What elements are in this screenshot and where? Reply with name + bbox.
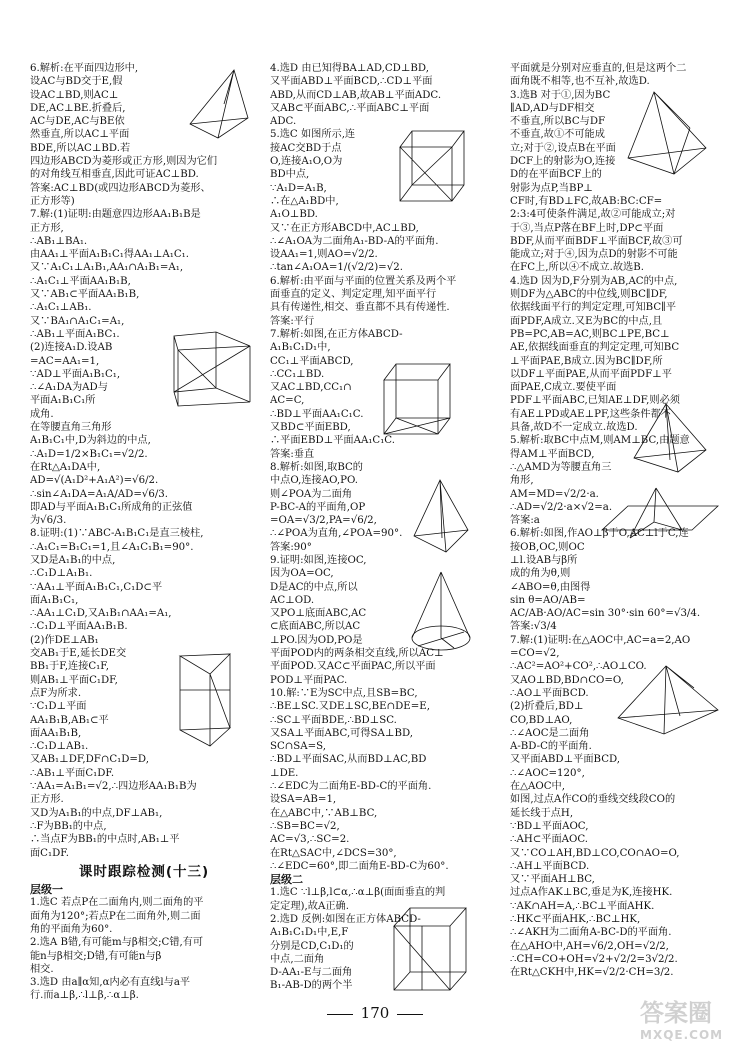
- text-line: 6.解析:如图,作AO⊥β于O,AC⊥l于C,连: [510, 528, 689, 540]
- text-line: ∠ABO=θ,由图得: [510, 581, 591, 593]
- text-line: ∴AH⊥平面BCD.: [510, 860, 590, 872]
- text-line: ∴C₁D⊥AB₁.: [30, 741, 89, 753]
- text-line: 8.解析:如图,取BC的: [270, 461, 363, 473]
- text-line: 平面POD.又AC⊂平面PAC,所以平面: [270, 661, 436, 673]
- text-line: 6.解析:由平面与平面的位置关系及两个平: [270, 275, 457, 287]
- text-line: 又平面ABD⊥平面BCD,: [510, 754, 621, 766]
- text-line: 在等腰直角三角形: [30, 422, 112, 434]
- text-line: 又SA⊥平面ABC,可得SA⊥BD,: [270, 727, 414, 739]
- text-line: 在Rt△CKH中,HK=√2/2·CH=3/2.: [510, 967, 674, 979]
- text-line: ⊥l.设AB与β所: [510, 554, 578, 566]
- text-line: POD⊥平面PAC.: [270, 674, 348, 686]
- text-line: 设AC与BD交于E,假: [30, 76, 123, 88]
- text-line: ∴A₁C₁⊥平面AA₁B₁B,: [30, 275, 131, 287]
- text-line: 答案:平行: [270, 315, 315, 327]
- text-line: 射影为点P,当BP⊥: [510, 182, 593, 194]
- figure-prism-q7: [170, 328, 256, 410]
- watermark-small: MXQE.COM: [640, 1028, 724, 1042]
- text-line: 5.解析:取BC中点M,则AM⊥BC,由题意: [510, 435, 690, 447]
- text-line: BDF,从而平面BDF⊥平面BCF,故③可: [510, 235, 683, 247]
- text-line: ∵AD⊥平面A₁B₁C₁,: [30, 368, 121, 380]
- text-line: ∴当点F为BB₁的中点时,AB₁⊥平: [30, 834, 180, 846]
- text-line: ∴AA₁⊥C₁D,又A₁B₁∩AA₁=A₁,: [30, 608, 172, 620]
- text-line: D-AA₁-E与二面角: [270, 967, 353, 979]
- text-line: 即AD与平面A₁B₁C₁所成角的正弦值: [30, 501, 193, 513]
- text-line: 四边形ABCD为菱形或正方形,则因为它们: [30, 156, 218, 168]
- text-line: ∴A₁D=1/2×B₁C₁=√2/2.: [30, 448, 148, 460]
- text-line: AA₁B₁B,AB₁⊂平: [30, 714, 109, 726]
- text-line: PDF⊥平面ABC,已知AE⊥DF,则必须: [510, 395, 680, 407]
- text-line: 面A₁B₁C₁,: [30, 594, 79, 606]
- figure-prism-q8: [170, 650, 256, 750]
- text-line: P-BC-A的平面角,OP: [270, 501, 366, 513]
- text-line: 又AB⊂平面ABC,∴平面ABC⊥平面: [270, 102, 430, 114]
- text-line: BDE,所以AC⊥BD.若: [30, 142, 131, 154]
- text-line: 又AB₁⊥DF,DF∩C₁D=D,: [30, 754, 149, 766]
- text-line: CC₁⊥平面ABCD,: [270, 355, 354, 367]
- answer-column-1: [30, 62, 258, 1003]
- text-line: ∴A₁C₁⊥AB₁.: [30, 302, 92, 314]
- page-number: 170: [360, 1004, 390, 1022]
- text-line: 为√6/3.: [30, 515, 67, 527]
- text-line: 又AO⊥BD,BD∩CO=O,: [510, 674, 624, 686]
- text-line: ∵AA₁⊥平面A₁B₁C₁,C₁D⊂平: [30, 581, 163, 593]
- text-line: 然垂直,所以AC⊥平面: [30, 129, 130, 141]
- text-line: ∴∠EDC为二面角E-BD-C的平面角.: [270, 781, 432, 793]
- figure-cube-level2-q2: [388, 904, 470, 996]
- text-line: ∵A₁D=A₁B,: [270, 182, 327, 194]
- text-line: 面PAE,C成立.要使平面: [510, 382, 617, 394]
- text-line: ∴CH=CO+OH=√2+√2/2=3√2/2.: [510, 953, 678, 965]
- text-line: 又BD⊂平面EBD,: [270, 422, 351, 434]
- text-line: DE,AC⊥BE.折叠后,: [30, 102, 126, 114]
- text-line: ∴AB₁⊥BA₁.: [30, 235, 88, 247]
- text-line: AD=√(A₁D²+A₁A²)=√6/2.: [30, 475, 159, 487]
- text-line: 又平面ABD⊥平面BCD,∴CD⊥平面: [270, 76, 433, 88]
- text-line: ∵AA₁=A₁B₁=√2,∴四边形AA₁B₁B为: [30, 781, 197, 793]
- text-line: =CO=√2,: [510, 648, 560, 660]
- text-line: 又D是A₁B₁的中点,: [30, 554, 116, 566]
- text-line: 如图,过点A作CO的垂线交线段CO的: [510, 794, 676, 806]
- watermark-logo: [640, 999, 724, 1046]
- text-line: 在Rt△A₁DA中,: [30, 461, 101, 473]
- text-line: 以DF⊥平面PAE,从而平面PDF⊥平: [510, 368, 672, 380]
- section-heading: 课时跟踪检测(十三): [78, 863, 210, 880]
- text-line: 中点,二面角: [270, 953, 325, 965]
- text-line: ∴∠AKH为二面角A-BC-D的平面角.: [510, 927, 672, 939]
- text-line: 有AE⊥PD或AE⊥PF,这些条件都不: [510, 408, 671, 420]
- text-line: 设SA=AB=1,: [270, 794, 337, 806]
- text-line: 面垂直的定义、判定定理,知平面平行: [270, 289, 437, 301]
- text-line: 平面A₁B₁C₁所: [30, 395, 96, 407]
- text-line: =OA=√3/2,PA=√6/2,: [270, 515, 377, 527]
- text-line: 设AA₁=1,则AO=√2/2.: [270, 249, 378, 261]
- figure-cube-q7: [376, 360, 456, 440]
- text-line: 10.解:∵E为SC中点,且SB=BC,: [270, 687, 418, 699]
- text-line: ∴SC⊥平面BDE,∴BD⊥SC.: [270, 714, 397, 726]
- text-line: ∴BD⊥平面AA₁C₁C.: [270, 408, 364, 420]
- text-line: B₁-AB-D的两个半: [270, 980, 353, 992]
- text-line: 则AB₁⊥平面C₁DF,: [30, 674, 118, 686]
- figure-q7-level2: [614, 662, 724, 742]
- figure-tetrahedron-q6: [184, 64, 256, 144]
- text-line: PB=PC,AB=AC,则BC⊥PE,BC⊥: [510, 328, 670, 340]
- text-line: 1.选C 若点P在二面角内,则二面角的平: [30, 897, 204, 909]
- text-line: 点F为所求.: [30, 687, 82, 699]
- text-line: ∴HK⊂平面AHK,∴BC⊥HK,: [510, 914, 641, 925]
- text-line: 过点A作AK⊥BC,垂足为K,连接HK.: [510, 887, 673, 899]
- text-line: 平面就是分别对应垂直的,但是这两个二: [510, 63, 687, 74]
- page-footer: [0, 1004, 750, 1022]
- text-line: ∵C₁D⊥平面: [30, 701, 87, 713]
- text-line: 依据线面平行的判定定理,可知BC∥平: [510, 302, 677, 314]
- column-1b-lines: [30, 896, 258, 1002]
- text-line: 接AC交BD于点: [270, 142, 342, 154]
- text-line: (2)作DE⊥AB₁: [30, 634, 99, 646]
- footer-dash-right: [397, 1014, 423, 1015]
- text-line: ∴平面EBD⊥平面AA₁C₁C.: [270, 435, 395, 447]
- watermark-big: 答案圈: [640, 999, 712, 1027]
- text-line: 具有传递性,相交、垂直都不具有传递性.: [270, 302, 450, 314]
- text-line: 因为OA=OC,: [270, 568, 334, 580]
- text-line: DCF上的射影为O,连接: [510, 156, 616, 168]
- text-line: 答案:AC⊥BD(或四边形ABCD为菱形、: [30, 182, 211, 194]
- figure-q5-level2: [630, 400, 710, 476]
- text-line: ∴AB₁⊥平面C₁DF.: [30, 767, 115, 779]
- text-line: 6.解析:在平面四边形中,: [30, 63, 139, 74]
- text-line: 立;对于②,设点B在平面: [510, 142, 616, 154]
- text-line: SC∩SA=S,: [270, 741, 327, 753]
- text-line: ∴AO⊥平面BCD.: [510, 687, 589, 699]
- text-line: 角的平面角为60°.: [30, 924, 113, 935]
- text-line: 面角为120°;若点P在二面角外,则二面: [30, 910, 201, 922]
- text-line: 1.选C ∵l⊥β,l⊂α,∴α⊥β(面面垂直的判: [270, 887, 446, 899]
- text-line: 9.证明:如图,连接OC,: [270, 554, 367, 566]
- text-line: ∴∠EDC=60°,即二面角E-BD-C为60°.: [270, 860, 449, 872]
- text-line: 答案:90°: [270, 541, 312, 553]
- text-line: 又∵A₁C₁⊥A₁B₁,AA₁∩A₁B₁=A₁,: [30, 262, 184, 274]
- text-line: 2:3:4可使条件满足,故②可能成立;对: [510, 209, 676, 221]
- text-line: (2)连接A₁D.设AB: [30, 342, 113, 354]
- text-line: ABD,从而CD⊥AB,故AB⊥平面ADC.: [270, 89, 442, 101]
- text-line: 7.解析:如图,在正方体ABCD-: [270, 328, 403, 340]
- text-line: AC=C,: [270, 395, 305, 407]
- text-line: ⊥DE.: [270, 767, 299, 779]
- text-line: ∴AC²=AO²+CO²,∴AO⊥CO.: [510, 661, 647, 673]
- figure-cone-q9: [408, 568, 474, 658]
- text-line: 又∵在正方形ABCD中,AC⊥BD,: [270, 222, 419, 234]
- text-line: 3.选B 对于①,因为BC: [510, 89, 611, 101]
- text-line: BD中点,: [270, 169, 310, 181]
- text-line: ⊥PO.因为OD,PO是: [270, 634, 363, 646]
- text-line: ADC.: [270, 116, 297, 128]
- text-line: 又∵CO⊥AH,BD⊥CO,CO∩AO=O,: [510, 847, 680, 859]
- text-line: 又AC⊥BD,CC₁∩: [270, 382, 352, 394]
- text-line: 得AM⊥平面BCD,: [510, 448, 595, 460]
- text-line: 面AA₁B₁B,: [30, 727, 82, 739]
- text-line: 又∵AB₁⊂平面AA₁B₁B,: [30, 289, 140, 301]
- text-line: 答案:√3/4: [510, 621, 557, 633]
- text-line: 的对角线互相垂直,因此可证AC⊥BD.: [30, 169, 199, 181]
- text-line: 2.选A B错,有可能m与β相交;C错,有可: [30, 937, 204, 949]
- text-line: ∴BE⊥SC.又DE⊥SC,BE∩DE=E,: [270, 701, 430, 713]
- text-line: 7.解:(1)证明:在△AOC中,AC=a=2,AO: [510, 634, 691, 646]
- figure-cube-q5: [392, 127, 472, 205]
- text-line: AM=MD=√2/2·a.: [510, 488, 599, 500]
- text-line: CF时,有BD⊥FC,故AB:BC:CF=: [510, 195, 663, 207]
- text-line: 中点O,连接AO,PO.: [270, 475, 358, 487]
- text-line: D的在平面BCF上的: [510, 169, 602, 181]
- text-line: ⊂底面ABC,所以AC: [270, 621, 361, 633]
- text-line: 面角既不相等,也不互补,故选D.: [510, 76, 650, 88]
- text-line: 角形,: [510, 475, 534, 487]
- text-line: 3.选D 由a∥α知,α内必有直线l与a平: [30, 977, 191, 989]
- text-line: 不垂直,故①不可能成: [510, 129, 605, 141]
- figure-q3-level2: [624, 88, 710, 178]
- text-line: A-BD-C的平面角.: [510, 741, 592, 753]
- text-line: 延长线于点H,: [510, 807, 574, 819]
- text-line: 4.选D 因为D,F分别为AB,AC的中点,: [510, 275, 678, 287]
- text-line: ∴∠AOC是二面角: [510, 727, 590, 739]
- text-line: 在△ABC中,∵AB⊥BC,: [270, 807, 378, 819]
- text-line: 由AA₁⊥平面A₁B₁C₁得AA₁⊥A₁C₁.: [30, 249, 189, 261]
- text-line: AC与DE,AC与BE依: [30, 116, 125, 128]
- text-line: 在FC上,所以④不成立.故选B.: [510, 262, 644, 274]
- text-line: CO,BD⊥AO,: [510, 714, 573, 726]
- text-line: 8.证明:(1)∵ABC-A₁B₁C₁是直三棱柱,: [30, 528, 204, 540]
- text-line: 又PO⊥底面ABC,AC: [270, 608, 367, 620]
- text-line: A₁B₁C₁D₁中,E,F: [270, 927, 349, 939]
- text-line: 答案:垂直: [270, 448, 315, 460]
- footer-dash-left: [327, 1014, 353, 1015]
- text-line: AC=√3,∴SC=2.: [270, 834, 350, 846]
- text-line: 4.选D 由已知得BA⊥AD,CD⊥BD,: [270, 63, 429, 74]
- text-line: 相交.: [30, 963, 54, 975]
- text-line: 能成立;对于④,因为点D的射影不可能: [510, 249, 678, 261]
- text-line: 答案:a: [510, 515, 540, 527]
- text-line: AC⊥OD.: [270, 594, 315, 606]
- text-line: 于③,当点P落在BF上时,DP⊂平面: [510, 222, 664, 234]
- text-line: ∴∠AOC=120°,: [510, 767, 585, 779]
- text-line: 2.选D 反例:如图在正方体ABCD-: [270, 914, 421, 925]
- text-line: 正方形.: [30, 794, 64, 806]
- text-line: BB₁于F,连接C₁F,: [30, 661, 109, 673]
- text-line: ∵BD⊥平面AOC,: [510, 820, 589, 832]
- text-line: ∥AD,AD与DF相交: [510, 102, 595, 114]
- text-line: 5.选C 如图所示,连: [270, 129, 356, 141]
- text-line: A₁B₁C₁D₁中,: [270, 342, 331, 354]
- text-line: ∴∠POA为直角,∠POA=90°.: [270, 528, 403, 540]
- text-line: A₁B₁C₁中,D为斜边的中点,: [30, 435, 151, 447]
- text-line: 7.解:(1)证明:由题意四边形AA₁B₁B是: [30, 209, 201, 221]
- text-line: 不垂直,所以BC与DF: [510, 116, 606, 128]
- text-line: ∴F为BB₁的中点,: [30, 820, 107, 832]
- text-line: 交AB₁于E,延长DE交: [30, 648, 127, 660]
- text-line: ∴sin∠A₁DA=A₁A/AD=√6/3.: [30, 488, 168, 500]
- text-line: ∴△AMD为等腰直角三: [510, 461, 612, 473]
- text-line: ∴C₁D⊥A₁B₁.: [30, 568, 93, 580]
- text-line: 分别是CD,C₁D₁的: [270, 940, 354, 952]
- figure-q6-level2: [596, 486, 724, 550]
- text-line: 面C₁DF.: [30, 847, 69, 859]
- text-line: O,连接A₁O,O为: [270, 156, 343, 168]
- level-2-label: 层级二: [270, 873, 303, 887]
- text-line: 成角.: [30, 408, 54, 420]
- text-line: ∴C₁D⊥平面AA₁B₁B.: [30, 621, 128, 633]
- text-line: 成的角为θ,则: [510, 568, 571, 580]
- text-line: 定定理),故A正确.: [270, 900, 349, 912]
- text-line: ∴∠A₁DA为AD与: [30, 382, 108, 394]
- text-line: 接OB,OC,则OC: [510, 541, 585, 553]
- text-line: 又D为A₁B₁的中点,DF⊥AB₁,: [30, 807, 163, 819]
- text-line: =AC=AA₁=1,: [30, 355, 100, 367]
- text-line: 设AC⊥BD,则AC⊥: [30, 89, 119, 101]
- text-line: ∴∠A₁OA为二面角A₁-BD-A的平面角.: [270, 235, 439, 247]
- text-line: 正方形,: [30, 222, 64, 234]
- text-line: AE,依据线面垂直的判定定理,可知BC: [510, 342, 680, 354]
- text-line: D是AC的中点,所以: [270, 581, 358, 593]
- text-line: 在△AOC中,: [510, 781, 565, 793]
- text-line: 正方形等): [30, 195, 75, 207]
- text-line: ∴BD⊥平面SAC,从而BD⊥AC,BD: [270, 754, 427, 766]
- text-line: 又∵平面AH⊥BC,: [510, 874, 595, 886]
- text-line: 面PDF,A成立.又E为BC的中点,且: [510, 315, 663, 327]
- text-line: 在Rt△SAC中,∠DCS=30°,: [270, 847, 397, 859]
- text-line: ∴AD=√2/2·a×√2=a.: [510, 501, 613, 513]
- text-line: 行.而a⊥β,∴l⊥β,∴α⊥β.: [30, 990, 139, 1002]
- text-line: sin θ=AO/AB=: [510, 594, 586, 606]
- text-line: A₁O⊥BD.: [270, 209, 318, 221]
- text-line: ∴AB₁⊥平面A₁BC₁.: [30, 328, 120, 340]
- text-line: 能n与β相交;D错,有可能n与β: [30, 950, 162, 962]
- text-line: 在△AHO中,AH=√6/2,OH=√2/2,: [510, 940, 669, 952]
- text-line: ∴tan∠A₁OA=1/(√2/2)=√2.: [270, 262, 403, 274]
- text-line: 则DF为△ABC的中位线,则BC∥DF,: [510, 289, 668, 301]
- text-line: ∴CC₁⊥BD.: [270, 368, 325, 380]
- text-line: 平面POD内的两条相交直线,所以AC⊥: [270, 648, 444, 660]
- text-line: ⊥平面PAE,B成立.因为BC∥DF,所: [510, 355, 663, 367]
- text-line: ∴SB=BC=√2,: [270, 820, 340, 832]
- text-line: ∴AH⊂平面AOC.: [510, 834, 589, 846]
- text-line: (2)折叠后,BD⊥: [510, 701, 584, 713]
- text-line: 具备,故D不一定成立.故选D.: [510, 422, 638, 434]
- figure-pyramid-q8: [410, 476, 472, 556]
- text-line: AC/AB·AO/AC=sin 30°·sin 60°=√3/4.: [510, 608, 701, 620]
- text-line: 又∵BA₁∩A₁C₁=A₁,: [30, 315, 125, 327]
- text-line: ∴A₁C₁=B₁C₁=1,且∠A₁C₁B₁=90°.: [30, 541, 194, 553]
- level-1-label: 层级一: [30, 883, 63, 897]
- text-line: 则∠POA为二面角: [270, 488, 353, 500]
- text-line: ∵AK∩AH=A,∴BC⊥平面AHK.: [510, 900, 655, 912]
- text-line: ∴在△A₁BD中,: [270, 195, 339, 207]
